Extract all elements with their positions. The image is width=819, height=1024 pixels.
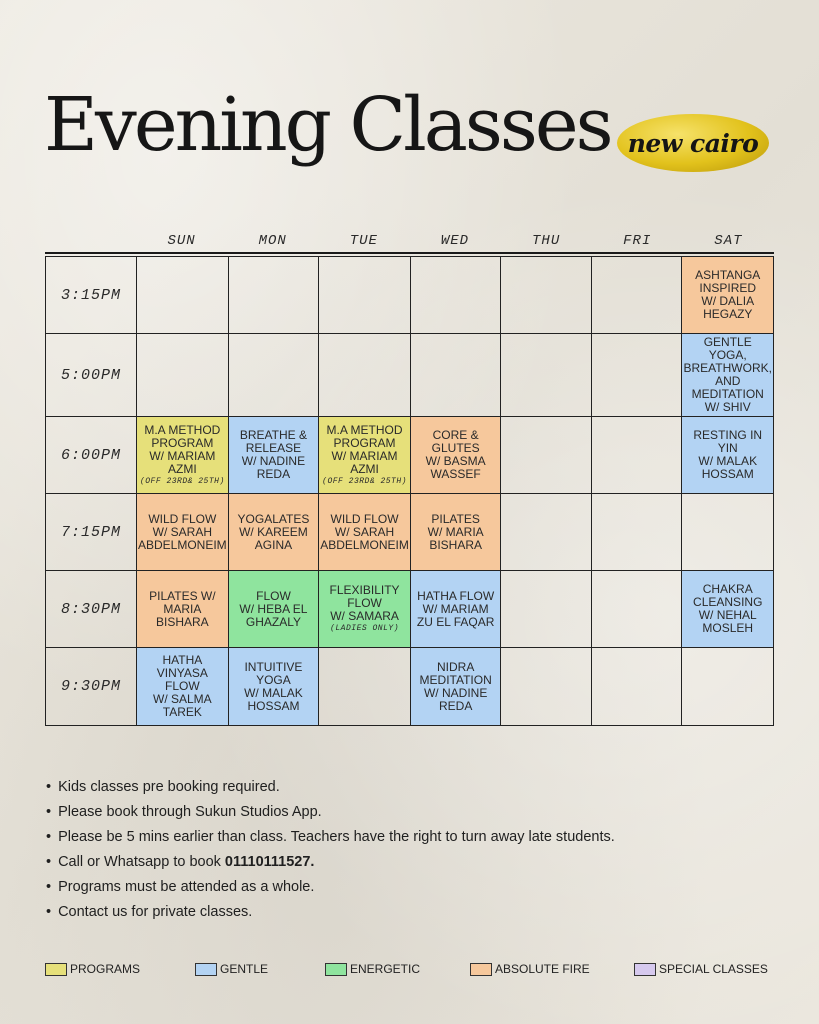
legend-label: GENTLE	[220, 962, 269, 976]
class-text-line: PROGRAM	[333, 435, 396, 450]
time-slot-cell	[46, 334, 137, 417]
class-cell	[137, 648, 229, 725]
empty-cell	[319, 648, 411, 725]
class-text-line: HATHA	[162, 653, 203, 667]
class-text-line: AZMI	[168, 461, 197, 476]
header-divider	[45, 252, 774, 254]
class-text-line: W/ SARAH	[152, 524, 213, 539]
class-text-line: W/ SHIV	[704, 400, 751, 414]
class-text-line: TAREK	[162, 705, 202, 719]
class-cell	[137, 494, 229, 571]
class-cell	[411, 417, 502, 494]
class-text-line: CHAKRA	[702, 582, 753, 596]
note-item	[46, 800, 615, 825]
day-header-mon: MON	[258, 233, 287, 249]
page-title: Evening Classes	[44, 82, 611, 168]
class-text-line: MEDITATION	[419, 672, 492, 687]
class-text-line: HATHA FLOW	[417, 588, 495, 603]
class-cell	[229, 494, 320, 571]
class-text-line: FLEXIBILITY	[329, 583, 400, 597]
note-text: Programs must be attended as a whole.	[58, 879, 315, 895]
legend-item-programs	[45, 962, 140, 976]
class-text-line: BISHARA	[429, 537, 482, 552]
class-text-line: W/ SARAH	[334, 524, 395, 539]
category-legend	[45, 962, 775, 982]
class-text-line: PILATES	[431, 511, 480, 526]
class-text-line: CORE &	[432, 428, 479, 442]
empty-cell	[592, 257, 683, 334]
legend-label: ENERGETIC	[350, 962, 421, 976]
empty-cell	[229, 257, 320, 334]
class-cell	[682, 417, 773, 494]
class-text-line: HEGAZY	[703, 307, 753, 321]
class-text-line: AND	[715, 374, 741, 388]
legend-swatch	[45, 963, 67, 976]
legend-item-fire	[470, 962, 590, 976]
class-cell	[411, 494, 502, 571]
note-text: Please be 5 mins earlier than class. Teachers have the right to turn away late students.	[58, 829, 615, 845]
empty-cell	[501, 648, 592, 725]
legend-swatch	[470, 963, 492, 976]
class-text-line: AGINA	[254, 537, 293, 552]
legend-item-energetic	[325, 962, 420, 976]
class-cell	[411, 571, 502, 648]
empty-cell	[137, 257, 229, 334]
class-note: (OFF 23RD& 25TH)	[139, 476, 225, 486]
class-cell	[682, 334, 773, 417]
class-text-line: RESTING IN	[693, 428, 763, 442]
notes-list	[46, 775, 615, 925]
class-text-line: VINYASA	[156, 666, 208, 680]
schedule-grid	[45, 256, 774, 726]
location-badge: new cairo	[617, 114, 769, 172]
class-text-line: W/ NADINE	[241, 454, 306, 468]
class-text-line: CLEANSING	[693, 595, 763, 609]
class-text-line: ABDELMONEIM	[138, 537, 227, 552]
class-text-line: W/ MALAK	[244, 685, 303, 700]
class-cell	[682, 571, 773, 648]
class-text-line: MEDITATION	[691, 387, 764, 401]
class-text-line: ZU EL FAQAR	[416, 614, 495, 629]
class-text-line: MARIA	[163, 601, 202, 616]
class-cell	[229, 648, 320, 725]
note-text: Contact us for private classes.	[58, 904, 253, 920]
class-text-line: WASSEF	[430, 467, 481, 481]
class-text-line: W/ SAMARA	[330, 609, 399, 623]
class-text-line: W/ MARIA	[427, 524, 484, 539]
class-text-line: PROGRAM	[151, 435, 214, 450]
empty-cell	[319, 334, 411, 417]
class-text-line: M.A METHOD	[144, 422, 221, 437]
class-cell	[682, 257, 773, 334]
time-label: 9:30PM	[60, 678, 121, 695]
time-slot-cell	[46, 417, 137, 494]
time-slot-cell	[46, 648, 137, 725]
class-text-line: NIDRA	[436, 659, 475, 674]
class-text-line: INSPIRED	[699, 281, 757, 295]
empty-cell	[229, 334, 320, 417]
class-text-line: W/ NADINE	[423, 685, 488, 700]
class-text-line: PILATES W/	[149, 588, 216, 603]
note-item	[46, 825, 615, 850]
empty-cell	[501, 494, 592, 571]
note-text: Kids classes pre booking required.	[58, 779, 280, 795]
class-text-line: WILD FLOW	[148, 511, 217, 526]
class-text-line: REDA	[438, 698, 473, 713]
class-text-line: BISHARA	[156, 614, 209, 629]
legend-label: SPECIAL CLASSES	[659, 962, 768, 976]
day-header-sat: SAT	[714, 233, 743, 249]
class-cell	[319, 571, 411, 648]
empty-cell	[682, 494, 773, 571]
time-label: 7:15PM	[60, 523, 121, 541]
class-text-line: BREATHE &	[239, 428, 307, 442]
class-text-line: W/ DALIA	[701, 294, 755, 308]
class-text-line: RELEASE	[245, 441, 302, 455]
empty-cell	[137, 334, 229, 417]
class-text-line: ABDELMONEIM	[320, 537, 409, 552]
class-text-line: HOSSAM	[701, 467, 754, 481]
legend-label: PROGRAMS	[70, 962, 141, 976]
empty-cell	[411, 257, 502, 334]
empty-cell	[592, 494, 683, 571]
class-note: (LADIES ONLY)	[330, 624, 399, 633]
class-text-line: YOGALATES	[237, 511, 310, 526]
class-text-line: W/ MALAK	[698, 454, 758, 468]
empty-cell	[411, 334, 502, 417]
class-cell	[137, 571, 229, 648]
empty-cell	[592, 334, 683, 417]
empty-cell	[501, 417, 592, 494]
legend-label: ABSOLUTE FIRE	[495, 962, 590, 976]
class-text-line: W/ KAREEM	[239, 524, 308, 539]
class-text-line: W/ MARIAM	[149, 448, 216, 463]
time-slot-cell	[46, 494, 137, 571]
note-item	[46, 900, 615, 925]
class-text-line: REDA	[256, 467, 291, 481]
class-cell	[319, 417, 411, 494]
class-text-line: W/ NEHAL	[698, 608, 757, 622]
class-text-line: W/ HEBA EL	[239, 601, 308, 616]
class-text-line: W/ SALMA	[153, 692, 212, 706]
time-label: 8:30PM	[60, 600, 121, 618]
class-text-line: BREATHWORK,	[683, 361, 772, 375]
class-text-line: ASHTANGA	[695, 268, 761, 282]
class-text-line: M.A METHOD	[326, 422, 403, 437]
day-header-tue: TUE	[349, 233, 378, 249]
legend-swatch	[325, 963, 347, 976]
legend-swatch	[634, 963, 656, 976]
empty-cell	[592, 571, 683, 648]
class-text-line: W/ BASMA	[425, 454, 486, 468]
class-text-line: GENTLE YOGA,	[703, 335, 752, 362]
class-text-line: AZMI	[350, 461, 379, 476]
class-text-line: YIN	[717, 441, 738, 455]
class-note: (OFF 23RD& 25TH)	[322, 476, 407, 486]
note-item	[46, 775, 615, 800]
note-item	[46, 875, 615, 900]
class-cell	[137, 417, 229, 494]
empty-cell	[682, 648, 773, 725]
empty-cell	[592, 648, 683, 725]
class-text-line: W/ MARIAM	[331, 448, 398, 463]
class-text-line: W/ MARIAM	[422, 601, 489, 616]
class-text-line: HOSSAM	[247, 698, 300, 713]
day-header-fri: FRI	[623, 233, 652, 249]
class-cell	[229, 417, 320, 494]
class-text-line: GLUTES	[431, 441, 480, 455]
empty-cell	[319, 257, 411, 334]
class-cell	[319, 494, 411, 571]
note-item	[46, 850, 615, 875]
note-phone-number: 01110111527.	[224, 854, 315, 870]
time-label: 6:00PM	[60, 446, 121, 464]
class-text-line: FLOW	[256, 588, 291, 603]
empty-cell	[592, 417, 683, 494]
day-header-thu: THU	[532, 233, 561, 249]
class-text-line: GHAZALY	[245, 614, 301, 629]
class-text-line: FLOW	[165, 679, 200, 693]
time-slot-cell	[46, 571, 137, 648]
class-text-line: FLOW	[347, 596, 382, 610]
class-cell	[229, 571, 320, 648]
class-text-line: INTUITIVE	[244, 659, 303, 674]
class-cell	[411, 648, 502, 725]
day-header-wed: WED	[440, 233, 470, 249]
legend-swatch	[195, 963, 217, 976]
class-text-line: MOSLEH	[702, 621, 754, 635]
time-slot-cell	[46, 257, 137, 334]
note-text: Call or Whatsapp to book	[58, 854, 225, 870]
note-text: Please book through Sukun Studios App.	[58, 804, 322, 820]
empty-cell	[501, 334, 592, 417]
class-text-line: WILD FLOW	[330, 511, 399, 526]
day-header-sun: SUN	[167, 233, 196, 249]
legend-item-special	[634, 962, 768, 976]
legend-item-gentle	[195, 962, 268, 976]
empty-cell	[501, 257, 592, 334]
time-label: 5:00PM	[60, 366, 121, 384]
time-label: 3:15PM	[60, 286, 121, 304]
empty-cell	[501, 571, 592, 648]
class-text-line: YOGA	[256, 672, 291, 687]
